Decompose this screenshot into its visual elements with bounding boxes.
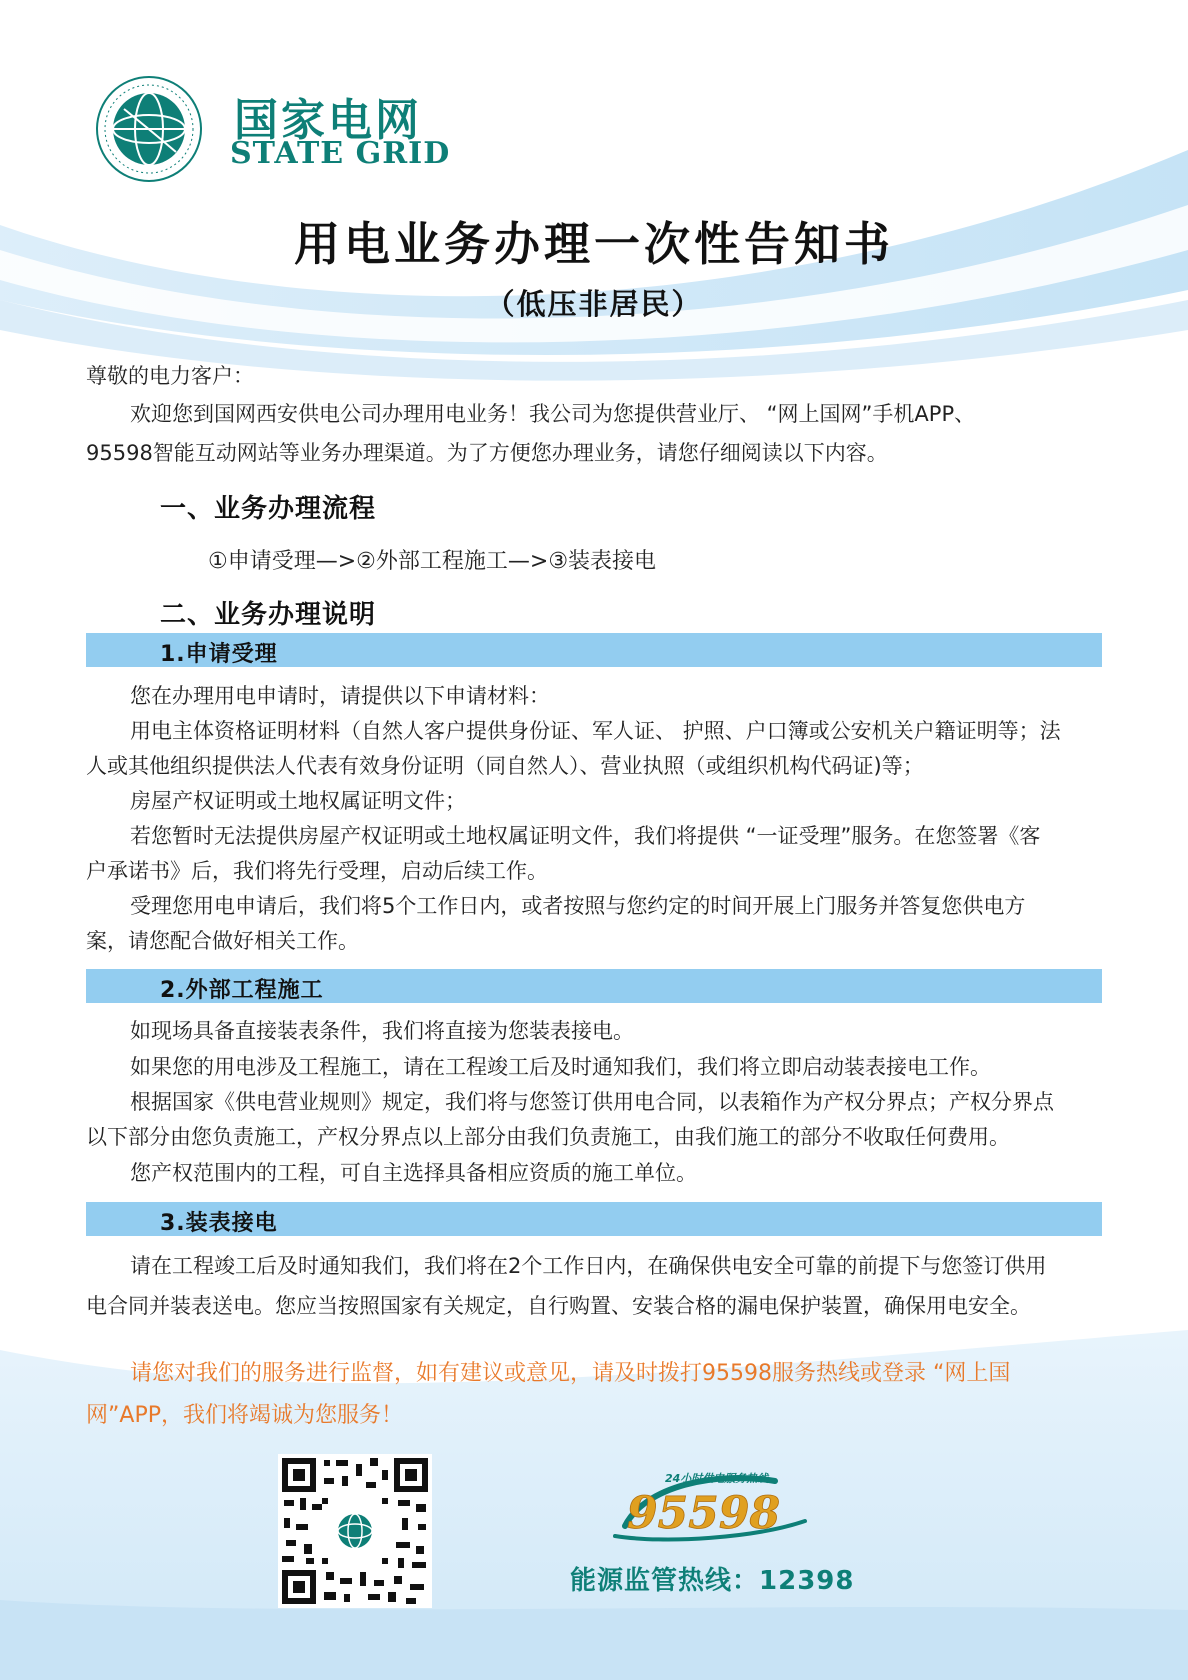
- paragraph-line: 人或其他组织提供法人代表有效身份证明（同自然人）、营业执照（或组织机构代码证)等；: [86, 754, 924, 778]
- service-notice-line: 请您对我们的服务进行监督，如有建议或意见，请及时拨打95598服务热线或登录 “网上国: [130, 1361, 1011, 1386]
- subsection-bar-metering: [86, 1202, 1102, 1236]
- subsection-bar-construction: [86, 969, 1102, 1003]
- paragraph-line: 用电主体资格证明材料（自然人客户提供身份证、军人证、 护照、户口簿或公安机关户籍证明等；法: [130, 719, 1061, 743]
- paragraph-line: 根据国家《供电营业规则》规定，我们将与您签订供用电合同，以表箱作为产权分界点；产权分界点: [130, 1090, 1054, 1114]
- subsection-label: 2.外部工程施工: [160, 978, 324, 1003]
- intro-line: 95598智能互动网站等业务办理渠道。为了方便您办理业务，请您仔细阅读以下内容。: [86, 441, 888, 465]
- paragraph-line: 案，请您配合做好相关工作。: [86, 929, 359, 953]
- subsection-bar-application: [86, 633, 1102, 667]
- paragraph-line: 您在办理用电申请时，请提供以下申请材料：: [130, 684, 550, 708]
- process-steps: ①申请受理—>②外部工程施工—>③装表接电: [208, 549, 657, 574]
- paragraph-line: 如现场具备直接装表条件，我们将直接为您装表接电。: [130, 1019, 634, 1043]
- page-subtitle: （低压非居民）: [485, 287, 703, 321]
- brand-name-en: STATE GRID: [230, 136, 451, 171]
- paragraph-line: 若您暂时无法提供房屋产权证明或土地权属证明文件，我们将提供 “一证受理”服务。在您签署《客: [130, 824, 1041, 848]
- paragraph-line: 您产权范围内的工程，可自主选择具备相应资质的施工单位。: [130, 1161, 697, 1185]
- service-notice-line: 网”APP，我们将竭诚为您服务！: [86, 1403, 403, 1428]
- page-title: 用电业务办理一次性告知书: [294, 217, 894, 271]
- section-heading-process: 一、业务办理流程: [160, 494, 377, 524]
- subsection-label: 3.装表接电: [160, 1211, 278, 1236]
- paragraph-line: 电合同并装表送电。您应当按照国家有关规定，自行购置、安装合格的漏电保护装置，确保用电安全。: [86, 1294, 1031, 1318]
- section-heading-instructions: 二、业务办理说明: [160, 600, 377, 630]
- subsection-label: 1.申请受理: [160, 642, 278, 667]
- paragraph-line: 受理您用电申请后，我们将5个工作日内，或者按照与您约定的时间开展上门服务并答复您供电方: [130, 894, 1026, 918]
- paragraph-line: 如果您的用电涉及工程施工，请在工程竣工后及时通知我们，我们将立即启动装表接电工作。: [130, 1055, 991, 1079]
- paragraph-line: 以下部分由您负责施工，产权分界点以上部分由我们负责施工，由我们施工的部分不收取任何费用。: [86, 1125, 1010, 1149]
- regulator-number: 12398: [759, 1566, 855, 1596]
- brand-name-cn: 国家电网: [234, 95, 422, 146]
- hotline-number: 95598: [627, 1488, 781, 1539]
- hotline-95598-logo: [605, 1466, 815, 1546]
- regulator-label: 能源监管热线：: [570, 1566, 760, 1596]
- paragraph-line: 请在工程竣工后及时通知我们，我们将在2个工作日内，在确保供电安全可靠的前提下与您签订供用: [130, 1254, 1047, 1278]
- greeting: 尊敬的电力客户：: [86, 364, 254, 388]
- intro-line: 欢迎您到国网西安供电公司办理用电业务！我公司为您提供营业厅、 “网上国网”手机APP、: [130, 402, 976, 426]
- paragraph-line: 户承诺书》后，我们将先行受理，启动后续工作。: [86, 859, 548, 883]
- paragraph-line: 房屋产权证明或土地权属证明文件；: [130, 789, 466, 813]
- qr-code-icon: [278, 1454, 432, 1608]
- regulator-hotline: [570, 1560, 854, 1597]
- hotline-caption: 24小时供电服务热线: [665, 1472, 769, 1485]
